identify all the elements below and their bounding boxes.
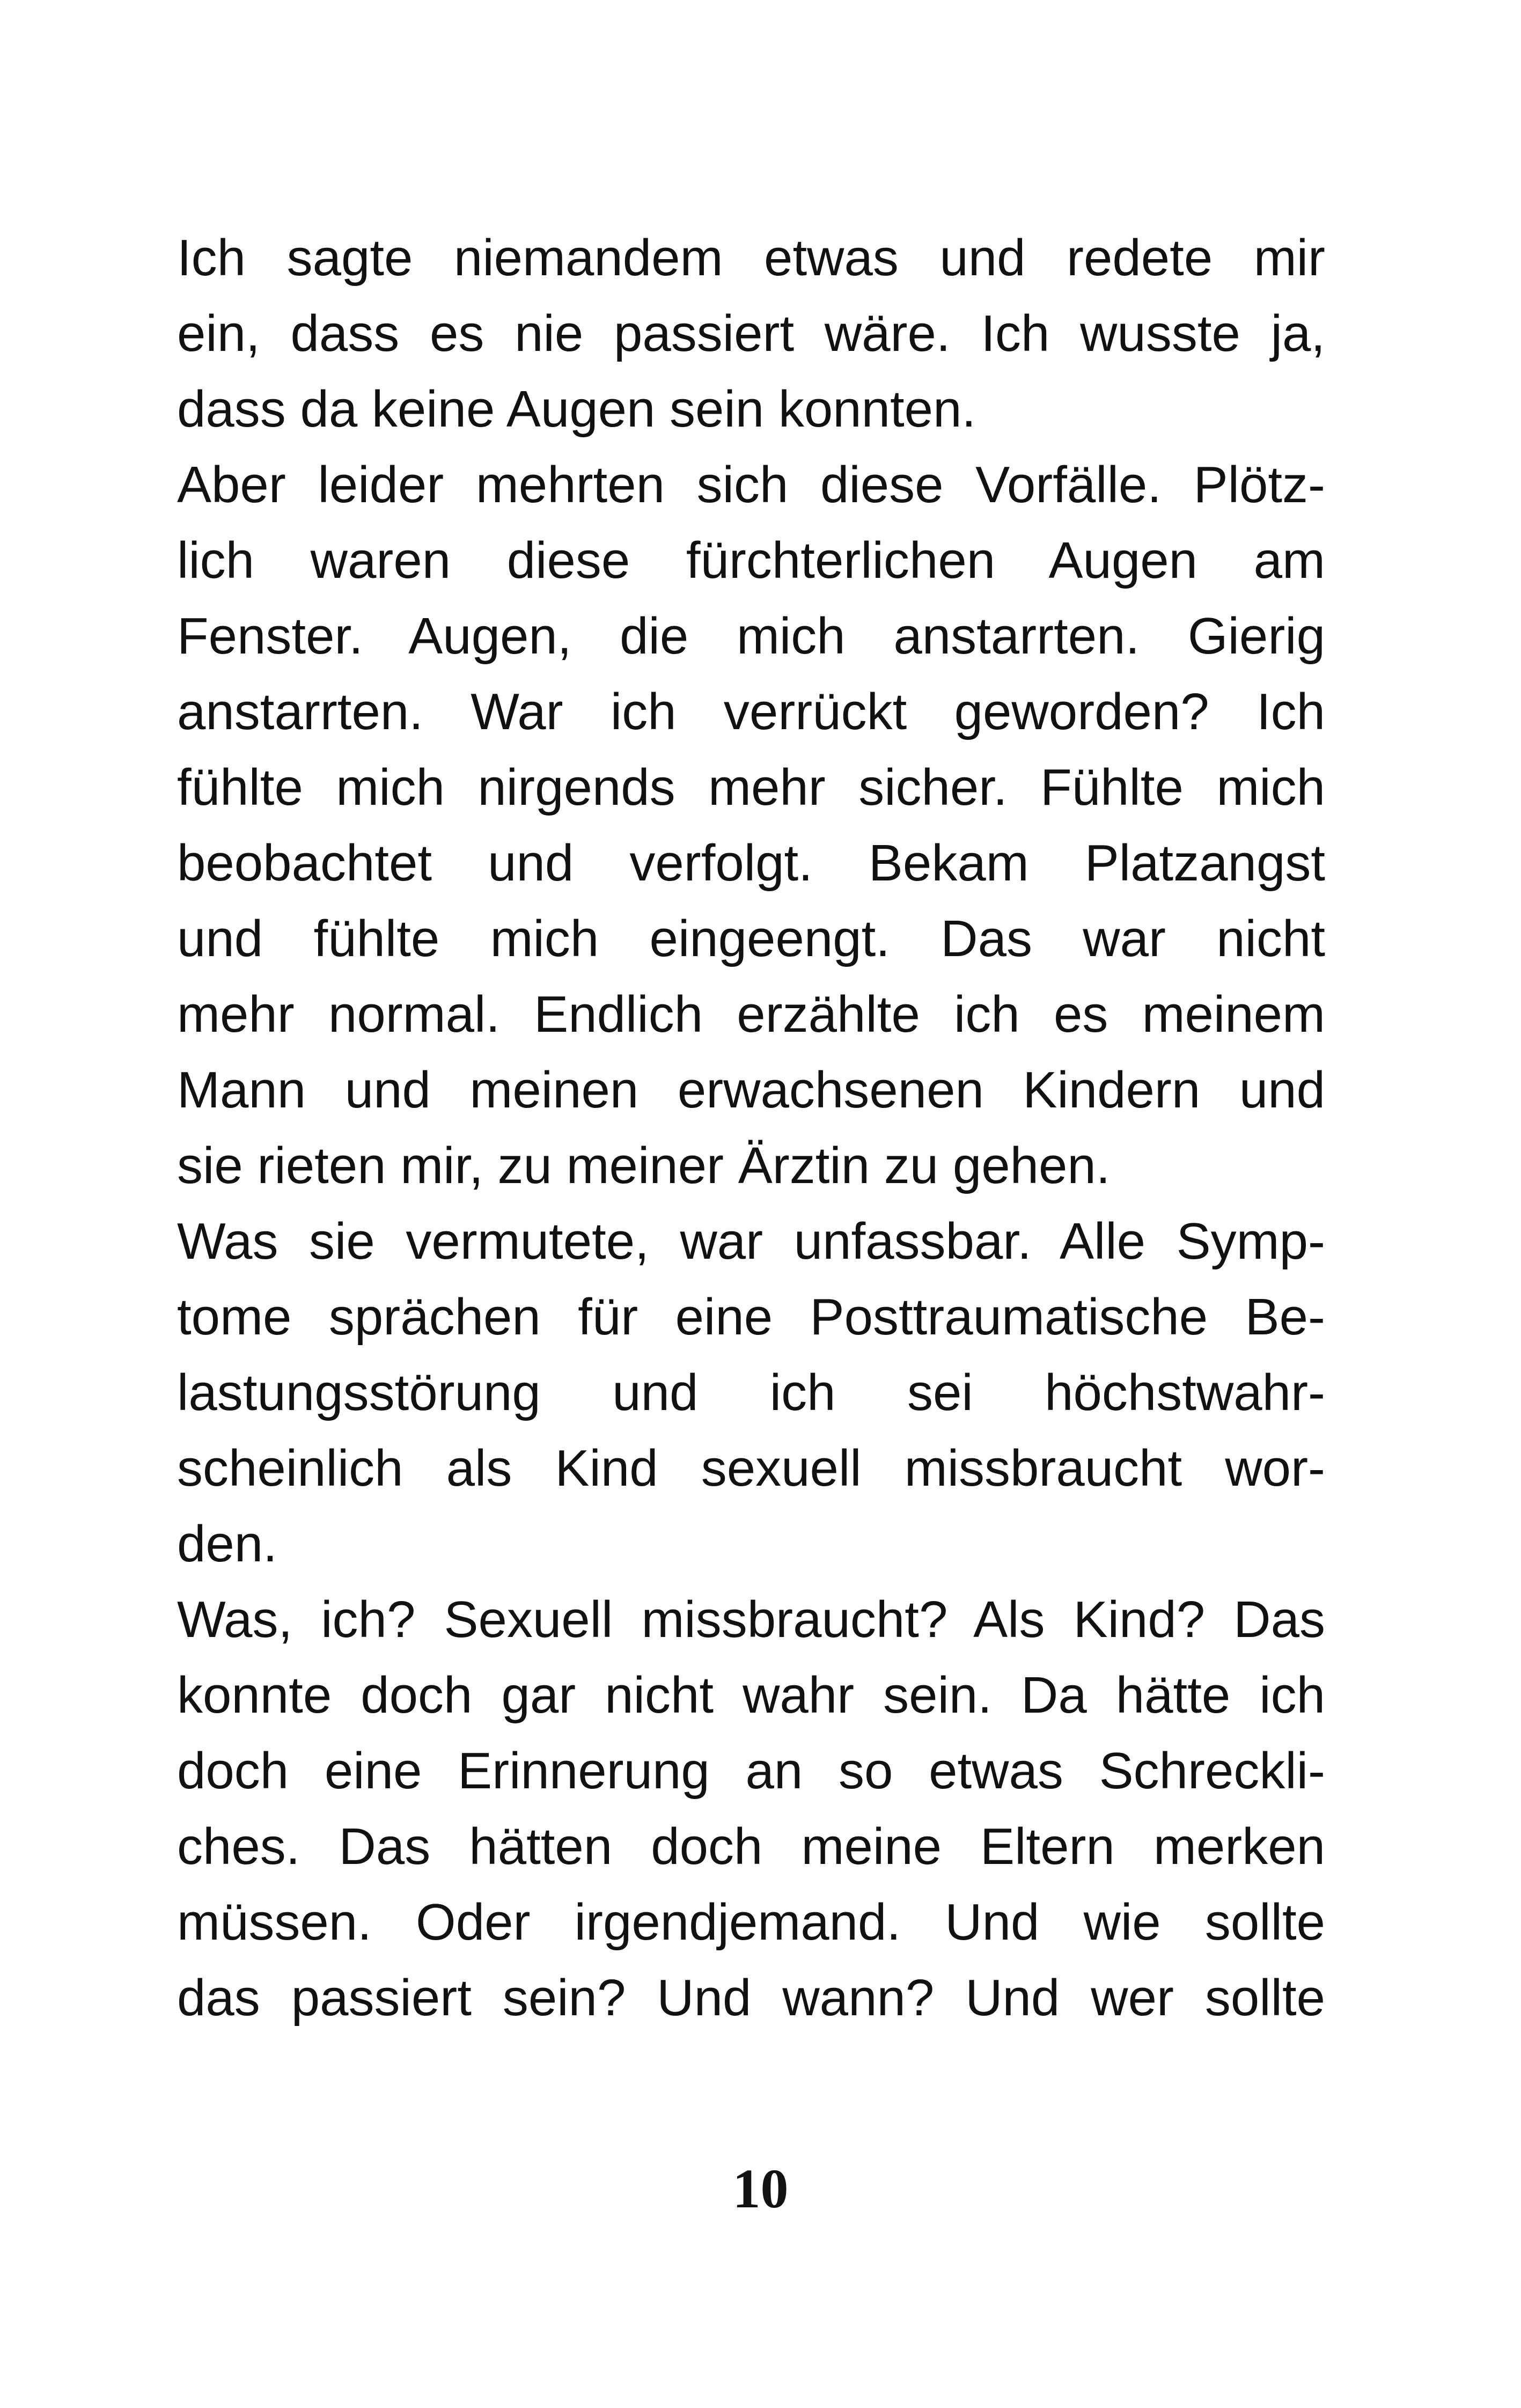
text-line: Ich sagte niemandem etwas und redete mir [177, 229, 1325, 287]
text-line: lastungsstörung und ich sei höchstwahr- [177, 1364, 1325, 1421]
text-line: Was sie vermutete, war unfassbar. Alle Symp- [177, 1213, 1325, 1270]
text-line: Mann und meinen erwachsenen Kindern und [177, 1061, 1325, 1119]
page-number: 10 [732, 2158, 789, 2220]
text-line: Aber leider mehrten sich diese Vorfälle. Plötz- [177, 456, 1325, 513]
text-line: das passiert sein? Und wann? Und wer sollte [177, 1969, 1325, 2027]
text-line: Fenster. Augen, die mich anstarrten. Gierig [177, 607, 1325, 665]
text-line: beobachtet und verfolgt. Bekam Platzangst [177, 834, 1325, 892]
text-line: scheinlich als Kind sexuell missbraucht wor- [177, 1440, 1325, 1497]
text-line: mehr normal. Endlich erzählte ich es meinem [177, 986, 1325, 1043]
text-line: müssen. Oder irgendjemand. Und wie sollte [177, 1893, 1325, 1951]
text-line: und fühlte mich eingeengt. Das war nicht [177, 910, 1325, 967]
text-line: den. [177, 1515, 277, 1573]
text-line: konnte doch gar nicht wahr sein. Da hätte ich [177, 1666, 1325, 1724]
text-line: fühlte mich nirgends mehr sicher. Fühlte mich [177, 759, 1325, 816]
text-line: anstarrten. War ich verrückt geworden? Ich [177, 683, 1325, 740]
body-text [177, 220, 1325, 2036]
text-line: lich waren diese fürchterlichen Augen am [177, 532, 1325, 589]
text-line: ein, dass es nie passiert wäre. Ich wusste ja, [177, 305, 1325, 362]
text-line: Was, ich? Sexuell missbraucht? Als Kind? Das [177, 1591, 1325, 1648]
text-line: dass da keine Augen sein konnten. [177, 380, 976, 438]
text-line: doch eine Erinnerung an so etwas Schreckli- [177, 1742, 1325, 1800]
text-line: tome sprächen für eine Posttraumatische Be- [177, 1288, 1325, 1346]
text-line: ches. Das hätten doch meine Eltern merken [177, 1818, 1325, 1875]
text-line: sie rieten mir, zu meiner Ärztin zu gehen. [177, 1137, 1111, 1194]
